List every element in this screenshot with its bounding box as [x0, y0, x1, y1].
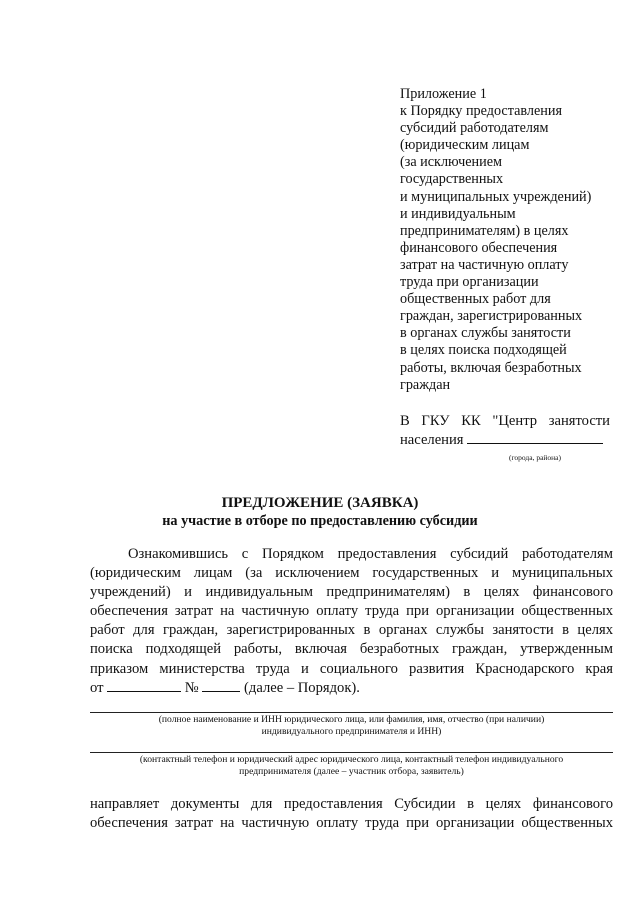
paragraph-line: (юридическим лицам (за исключением государственных и муниципальных: [90, 565, 613, 582]
appendix-line: государственных: [400, 171, 504, 188]
date-prefix: от: [90, 679, 104, 696]
appendix-line: предпринимателям) в целях: [400, 222, 569, 239]
caption-line: (контактный телефон и юридический адрес юридического лица, контактный телефон индивидуального: [139, 754, 564, 765]
appendix-line: субсидий работодателям: [400, 120, 549, 137]
city-district-caption: (города, района): [509, 453, 561, 462]
appendix-line: финансового обеспечения: [400, 239, 558, 256]
addressee-line: В ГКУ КК "Центр занятости: [400, 413, 610, 429]
order-number-field[interactable]: [202, 679, 240, 692]
document-title-block: [0, 494, 640, 530]
appendix-line: граждан: [400, 376, 451, 393]
paragraph-line: учреждений) и индивидуальным предпринимателям) в целях финансового: [90, 584, 613, 601]
closing-paragraph: [90, 795, 613, 833]
applicant-name-field[interactable]: [90, 712, 613, 713]
appendix-line: (за исключением: [400, 154, 502, 171]
appendix-line: к Порядку предоставления: [400, 103, 562, 120]
appendix-line: и индивидуальным: [400, 205, 516, 222]
appendix-line: в органах службы занятости: [400, 325, 571, 342]
appendix-line: общественных работ для: [400, 291, 551, 308]
paragraph-line: поиска подходящей работы, включая безработных граждан, утвержденным: [90, 641, 613, 658]
appendix-reference-block: [400, 86, 615, 394]
paragraph-line: направляет документы для предоставления Субсидии в целях финансового: [90, 796, 613, 812]
applicant-contact-caption: [90, 754, 613, 778]
appendix-line: затрат на частичную оплату: [400, 256, 569, 273]
paragraph-line: Ознакомившись с Порядком предоставления субсидий работодателям: [128, 546, 613, 562]
order-date-field[interactable]: [107, 679, 181, 692]
paragraph-line: работ для граждан, зарегистрированных в органах службы занятости в целях: [90, 622, 613, 639]
document-subtitle: на участие в отборе по предоставлению субсидии: [162, 513, 478, 529]
caption-line: индивидуального предпринимателя и ИНН): [261, 726, 442, 737]
document-title: ПРЕДЛОЖЕНИЕ (ЗАЯВКА): [221, 495, 419, 511]
order-suffix: (далее – Порядок).: [244, 679, 360, 696]
paragraph-line: обеспечения затрат на частичную оплату труда при организации общественных: [90, 815, 613, 832]
number-sign: №: [184, 679, 199, 696]
order-reference-line: [90, 679, 613, 698]
appendix-line: (юридическим лицам: [400, 137, 530, 154]
caption-line: (полное наименование и ИНН юридического лица, или фамилия, имя, отчество (при наличии): [158, 714, 545, 725]
caption-line: предпринимателя (далее – участник отбора, заявитель): [239, 766, 464, 777]
appendix-line: Приложение 1: [400, 86, 487, 102]
appendix-line: работы, включая безработных: [400, 359, 582, 376]
applicant-contact-field[interactable]: [90, 752, 613, 753]
addressee-label: населения: [400, 432, 464, 448]
appendix-line: граждан, зарегистрированных: [400, 308, 583, 325]
paragraph-line: приказом министерства труда и социального развития Краснодарского края: [90, 660, 613, 677]
addressee-line: [400, 431, 610, 450]
applicant-name-caption: [90, 714, 613, 738]
city-district-field[interactable]: [467, 431, 603, 444]
appendix-line: труда при организации: [400, 274, 539, 291]
addressee-block: [400, 412, 610, 467]
intro-paragraph: [90, 545, 613, 698]
paragraph-line: обеспечения затрат на частичную оплату труда при организации общественных: [90, 603, 613, 620]
appendix-line: и муниципальных учреждений): [400, 188, 592, 205]
appendix-line: в целях поиска подходящей: [400, 342, 567, 359]
